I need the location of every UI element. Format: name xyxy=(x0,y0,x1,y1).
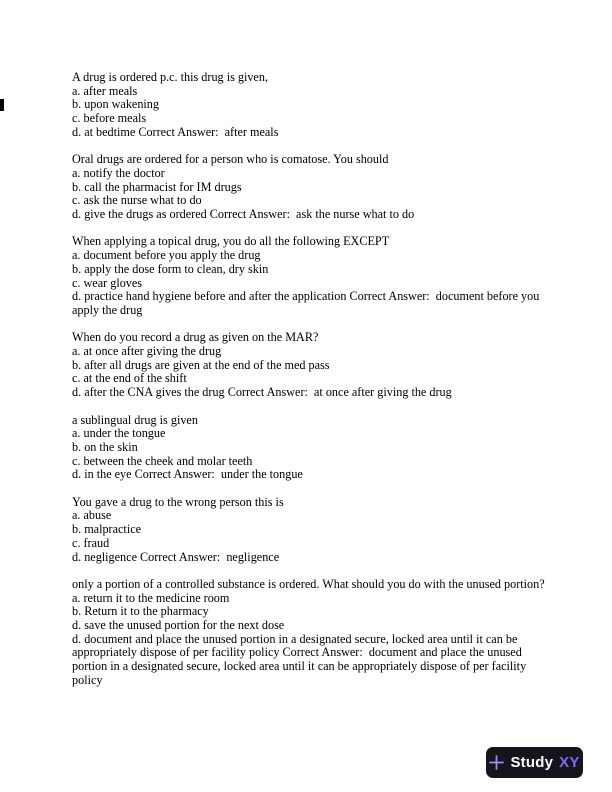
question-option: a. after meals xyxy=(72,83,138,98)
brand-name-study: Study xyxy=(510,754,554,771)
question-option: d. in the eye Correct Answer: under the tongue xyxy=(72,467,303,482)
question-option: d. practice hand hygiene before and after the application Correct Answer: document before you xyxy=(72,289,540,304)
question-text: When do you record a drug as given on the MAR? xyxy=(72,330,319,345)
question-option: b. apply the dose form to clean, dry skin xyxy=(72,261,269,276)
brand-name-xy: XY xyxy=(559,754,580,771)
question-option: a. document before you apply the drug xyxy=(72,248,261,263)
question-text: A drug is ordered p.c. this drug is given, xyxy=(72,70,268,84)
question-option: c. ask the nurse what to do xyxy=(72,193,202,208)
question-option: b. malpractice xyxy=(72,522,142,537)
question-option: appropriately dispose of per facility policy Correct Answer: document and place the unused xyxy=(72,645,522,660)
question-list xyxy=(72,71,550,701)
question-option: b. upon wakening xyxy=(72,97,159,112)
question-option: d. document and place the unused portion in a designated secure, locked area until it can be xyxy=(72,631,518,646)
question-text: When applying a topical drug, you do all the following EXCEPT xyxy=(72,234,390,249)
question-option: c. wear gloves xyxy=(72,275,143,290)
question-option: b. Return it to the pharmacy xyxy=(72,604,209,619)
question-option: d. give the drugs as ordered Correct Answer: ask the nurse what to do xyxy=(72,207,415,222)
studyxy-logo xyxy=(486,747,583,778)
question-option: a. return it to the medicine room xyxy=(72,590,230,605)
question-option: portion in a designated secure, locked area until it can be appropriately dispose of per facility xyxy=(72,659,527,674)
question-option: a. under the tongue xyxy=(72,426,166,441)
question-option: c. fraud xyxy=(72,535,110,550)
question-option: apply the drug xyxy=(72,302,143,317)
question-text: You gave a drug to the wrong person this is xyxy=(72,494,284,509)
question-text: only a portion of a controlled substance is ordered. What should you do with the unused portion? xyxy=(72,576,545,591)
question-option: c. before meals xyxy=(72,111,147,126)
question-text: a sublingual drug is given xyxy=(72,412,198,427)
question-block xyxy=(72,496,550,565)
question-option: c. between the cheek and molar teeth xyxy=(72,453,253,468)
question-option: a. notify the doctor xyxy=(72,165,165,180)
question-option: b. on the skin xyxy=(72,439,138,454)
question-block xyxy=(72,71,550,140)
question-option: c. at the end of the shift xyxy=(72,371,187,386)
question-block xyxy=(72,414,550,483)
question-block xyxy=(72,153,550,222)
question-option: b. after all drugs are given at the end of the med pass xyxy=(72,357,330,372)
question-option: a. at once after giving the drug xyxy=(72,344,222,359)
question-block xyxy=(72,235,550,317)
question-option: policy xyxy=(72,672,103,687)
question-option: a. abuse xyxy=(72,508,112,523)
question-option: d. after the CNA gives the drug Correct Answer: at once after giving the drug xyxy=(72,385,452,400)
question-block xyxy=(72,331,550,400)
question-text: Oral drugs are ordered for a person who is comatose. You should xyxy=(72,152,389,167)
question-option: d. negligence Correct Answer: negligence xyxy=(72,549,280,564)
question-option: b. call the pharmacist for IM drugs xyxy=(72,179,242,194)
question-block xyxy=(72,578,550,688)
question-option: d. save the unused portion for the next dose xyxy=(72,618,285,633)
page-edge-artifact xyxy=(0,99,4,111)
plus-icon xyxy=(489,755,504,770)
question-option: d. at bedtime Correct Answer: after meals xyxy=(72,124,279,139)
